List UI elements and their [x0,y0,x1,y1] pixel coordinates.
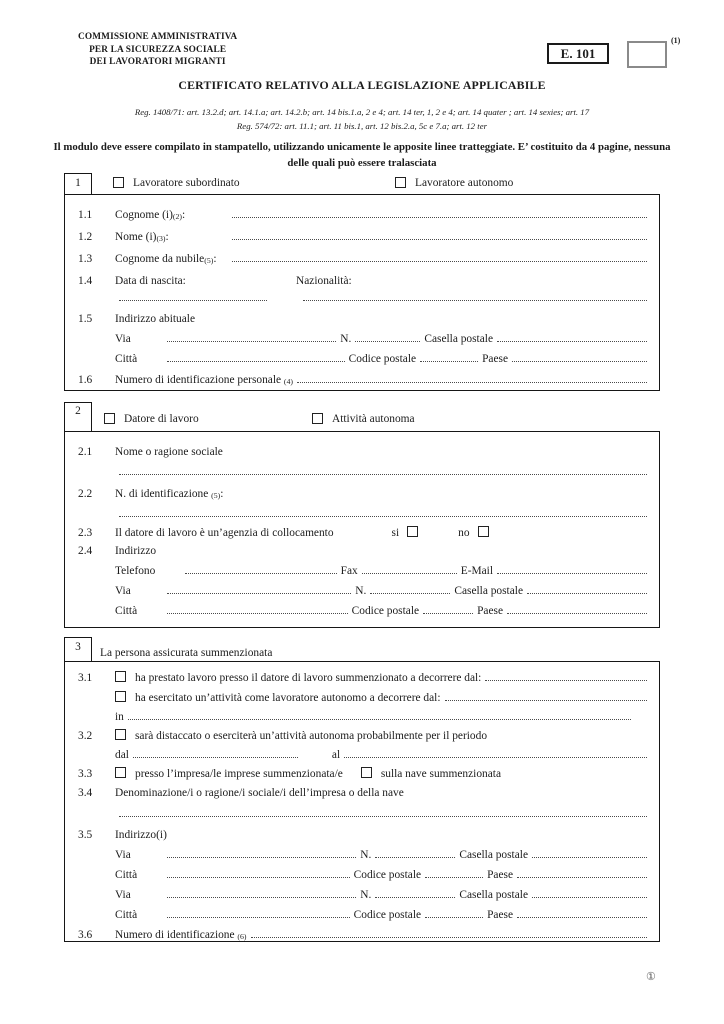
option-label: presso l’impresa/le imprese summenzionata/e [135,767,343,780]
checkbox-lavoratore-subordinato[interactable] [113,177,124,188]
field-label: E-Mail [460,564,493,577]
regulation-references [0,105,724,133]
fill-line-al[interactable] [344,756,647,758]
row-2-4 [65,539,651,557]
field-label: Città [115,868,138,881]
field-label: Nome (i)(3): [115,230,169,243]
fill-line-casella-4[interactable] [532,896,647,898]
section-1-number: 1 [64,173,92,195]
fill-line-decorrere-dal-2[interactable] [445,699,647,701]
row-number: 3.5 [78,828,93,841]
page-number-marker: ① [646,971,656,983]
field-label: Codice postale [351,604,420,617]
row-number: 1.3 [78,252,93,265]
row-2-2-line [65,500,651,520]
row-1-3 [65,243,651,265]
fill-line-fax[interactable] [362,572,457,574]
field-label: Casella postale [459,848,528,861]
form-code-box [547,43,609,64]
field-label: N. di identificazione (5): [115,487,224,500]
fill-line-casella-2[interactable] [527,592,647,594]
fill-line-citta-2[interactable] [167,612,348,614]
field-label: N. [340,332,352,345]
field-label: Numero di identificazione (6) [115,928,247,941]
page-title: CERTIFICATO RELATIVO ALLA LEGISLAZIONE APPLICABILE [178,78,546,92]
checkbox-sulla-nave[interactable] [361,767,372,778]
row-3-4 [65,780,651,799]
section-2-number: 2 [64,402,92,432]
checkbox-sara-distaccato[interactable] [115,729,126,740]
row-2-4-via [65,577,651,597]
field-label: Casella postale [459,888,528,901]
footnote-ref: (5) [204,255,214,265]
field-label: Indirizzo abituale [115,312,196,325]
field-label: Città [115,908,138,921]
fill-line-cognome-nubile[interactable] [232,260,647,262]
fill-line-casella-3[interactable] [532,856,647,858]
form-code: E. 101 [560,45,596,61]
regulation-line-1: Reg. 1408/71: art. 13.2.d; art. 14.1.a; art. 14.2.b; art. 14 bis.1.a, 2 e 4; art. 14 ter, 1, 2 e 4; art. 14 quater ; art. 14 sexies; art. 17 [134,107,590,117]
row-2-1-line [65,458,651,478]
copy-number-box[interactable] [627,41,667,68]
fill-line-n-2[interactable] [370,592,450,594]
fill-line-via-4[interactable] [167,896,356,898]
filling-instructions: Il modulo deve essere compilato in stampatello, utilizzando unicamente le apposite linee tratteggiate. E’ costituito da 4 pagine, nessuna delle quali può essere tralasciata [53,141,671,169]
row-3-4-line [65,799,651,820]
authority-line-1: COMMISSIONE AMMINISTRATIVA [78,32,238,42]
fill-line-via-1[interactable] [167,340,336,342]
option-label: ha prestato lavoro presso il datore di lavoro summenzionato a decorrere dal: [135,671,482,684]
row-1-1 [65,199,651,221]
field-label: Cognome (i)(2): [115,208,186,221]
field-label: Cognome da nubile(5): [115,252,217,265]
fill-line-casella-1[interactable] [497,340,647,342]
section-3-number: 3 [64,637,92,662]
fill-line-decorrere-dal-1[interactable] [485,679,647,681]
option-lavoratore-autonomo [395,177,513,190]
regulation-line-2: Reg. 574/72: art. 11.1; art. 11 bis.1, art. 12 bis.2.a, 5c e 7.a; art. 12 ter [236,121,488,132]
footnote-ref: (4) [283,376,294,386]
section-2-header [64,402,660,431]
fill-line-ragione-sociale[interactable] [119,473,647,475]
option-datore-di-lavoro [104,413,312,426]
row-number: 2.3 [78,526,93,539]
checkbox-agenzia-si[interactable] [407,526,418,537]
fill-line-in[interactable] [128,718,631,720]
row-3-2 [65,723,651,742]
row-3-5-citta-1 [65,861,651,881]
fill-line-n-identificazione-datore[interactable] [119,515,647,517]
footnote-ref: (5) [211,490,221,500]
row-1-5-citta [65,345,651,365]
fill-line-telefono[interactable] [185,572,337,574]
field-label: Paese [477,604,503,617]
field-label: al [331,748,341,761]
row-2-1 [65,436,651,458]
fill-line-num-identificazione-impresa[interactable] [251,936,647,938]
row-1-4 [65,265,651,287]
field-label: Paese [482,352,508,365]
row-3-1-opt1 [65,664,651,684]
section-3-header [64,637,660,661]
option-label: Datore di lavoro [124,413,199,425]
fill-line-citta-3[interactable] [167,876,350,878]
field-label: Data di nascita: [115,274,186,287]
checkbox-ha-prestato-lavoro[interactable] [115,671,126,682]
field-label: Denominazione/i o ragione/i sociale/i dell’impresa o della nave [115,786,404,799]
section-2-body [64,431,660,628]
checkbox-attivita-autonoma[interactable] [312,413,323,424]
row-number: 1.1 [78,208,93,221]
field-label: Via [115,888,131,901]
issuing-authority [78,31,237,69]
row-3-3 [65,761,651,780]
fill-line-cognome[interactable] [232,216,647,218]
copy-number-footnote: (1) [671,36,681,45]
fill-line-email[interactable] [497,572,647,574]
fill-line-paese-4[interactable] [517,916,647,918]
authority-line-2: PER LA SICUREZZA SOCIALE [89,44,227,55]
field-label: in [115,710,124,723]
field-label: Nome o ragione sociale [115,445,223,458]
field-label: Indirizzo(i) [115,828,167,841]
row-3-5-via-2 [65,881,651,901]
row-1-2 [65,221,651,243]
checkbox-datore-di-lavoro[interactable] [104,413,115,424]
field-label: N. [355,584,367,597]
checkbox-ha-esercitato-attivita[interactable] [115,691,126,702]
field-label: Paese [487,868,513,881]
footnote-ref: (2) [172,211,182,221]
section-3-body [64,661,660,942]
row-3-6 [65,921,651,941]
fill-line-paese-2[interactable] [507,612,647,614]
field-label: Indirizzo [115,544,157,557]
row-number: 1.4 [78,274,93,287]
row-1-6 [65,365,651,386]
fill-line-citta-4[interactable] [167,916,350,918]
field-label: no [458,526,470,539]
row-3-5 [65,820,651,841]
section-1-body [64,194,660,391]
field-label: sarà distaccato o eserciterà un’attività autonoma probabilmente per il periodo [135,729,488,742]
row-3-1-opt2 [65,684,651,704]
field-label: Casella postale [454,584,523,597]
row-3-2-periodo [65,742,651,761]
option-lavoratore-subordinato [113,177,395,190]
fill-line-denominazione[interactable] [119,815,647,817]
row-2-4-citta [65,597,651,617]
field-label: Codice postale [353,868,422,881]
fill-line-nazionalita[interactable] [303,299,647,301]
field-label: Il datore di lavoro è un’agenzia di collocamento [115,526,334,539]
fill-line-codice-2[interactable] [423,612,473,614]
section-3-intro: La persona assicurata summenzionata [100,646,273,659]
field-label: Nazionalità: [296,274,352,287]
authority-line-3: DEI LAVORATORI MIGRANTI [89,57,226,68]
row-number: 3.3 [78,767,93,780]
field-label: Città [115,352,138,365]
footnote-ref: (3) [156,233,166,243]
field-label: Via [115,584,131,597]
fill-line-codice-1[interactable] [420,360,478,362]
row-number: 1.5 [78,312,93,325]
option-label: Lavoratore subordinato [133,177,240,190]
row-3-1-in [65,704,651,723]
fill-line-n-3[interactable] [375,856,455,858]
fill-line-codice-4[interactable] [425,916,483,918]
checkbox-agenzia-no[interactable] [478,526,489,537]
checkbox-lavoratore-autonomo[interactable] [395,177,406,188]
fill-line-paese-3[interactable] [517,876,647,878]
fill-line-nome[interactable] [232,238,647,240]
fill-line-dal[interactable] [133,756,298,758]
field-label: si [391,526,400,539]
fill-line-n-1[interactable] [355,340,420,342]
row-1-4-lines [65,287,651,304]
row-2-2 [65,478,651,500]
row-number: 1.6 [78,373,93,386]
section-2 [64,402,660,628]
fill-line-paese-1[interactable] [512,360,647,362]
checkbox-presso-impresa[interactable] [115,767,126,778]
field-label: N. [360,848,372,861]
fill-line-via-2[interactable] [167,592,351,594]
row-2-3 [65,520,651,539]
row-number: 1.2 [78,230,93,243]
option-label: sulla nave summenzionata [380,767,502,780]
field-label: Codice postale [353,908,422,921]
option-label: Attività autonoma [332,413,415,425]
field-label: Città [115,604,138,617]
row-1-5 [65,304,651,325]
fill-line-data-nascita[interactable] [119,299,267,301]
fill-line-n-4[interactable] [375,896,455,898]
fill-line-citta-1[interactable] [167,360,345,362]
field-label: Via [115,848,131,861]
field-label: Paese [487,908,513,921]
row-number: 3.1 [78,671,93,684]
field-label: Casella postale [424,332,493,345]
row-3-5-via-1 [65,841,651,861]
fill-line-num-identificazione-personale[interactable] [297,381,647,383]
field-label: Numero di identificazione personale (4) [115,373,294,386]
row-number: 3.4 [78,786,93,799]
row-3-5-citta-2 [65,901,651,921]
row-number: 2.2 [78,487,93,500]
field-label: dal [115,748,129,761]
fill-line-via-3[interactable] [167,856,356,858]
option-label: Lavoratore autonomo [415,177,514,190]
option-label: ha esercitato un’attività come lavoratore autonomo a decorrere dal: [135,691,441,704]
field-label: Telefono [115,564,156,577]
field-label: Codice postale [348,352,417,365]
row-number: 3.2 [78,729,93,742]
fill-line-codice-3[interactable] [425,876,483,878]
row-2-4-telefono [65,557,651,577]
field-label: Via [115,332,131,345]
section-1 [64,173,660,391]
footnote-ref: (6) [237,931,247,941]
field-label: N. [360,888,372,901]
section-1-header [64,173,660,194]
section-3 [64,637,660,942]
option-attivita-autonoma [312,413,415,426]
row-number: 2.1 [78,445,93,458]
row-1-5-via [65,325,651,345]
row-number: 3.6 [78,928,93,941]
field-label: Fax [340,564,358,577]
row-number: 2.4 [78,544,93,557]
